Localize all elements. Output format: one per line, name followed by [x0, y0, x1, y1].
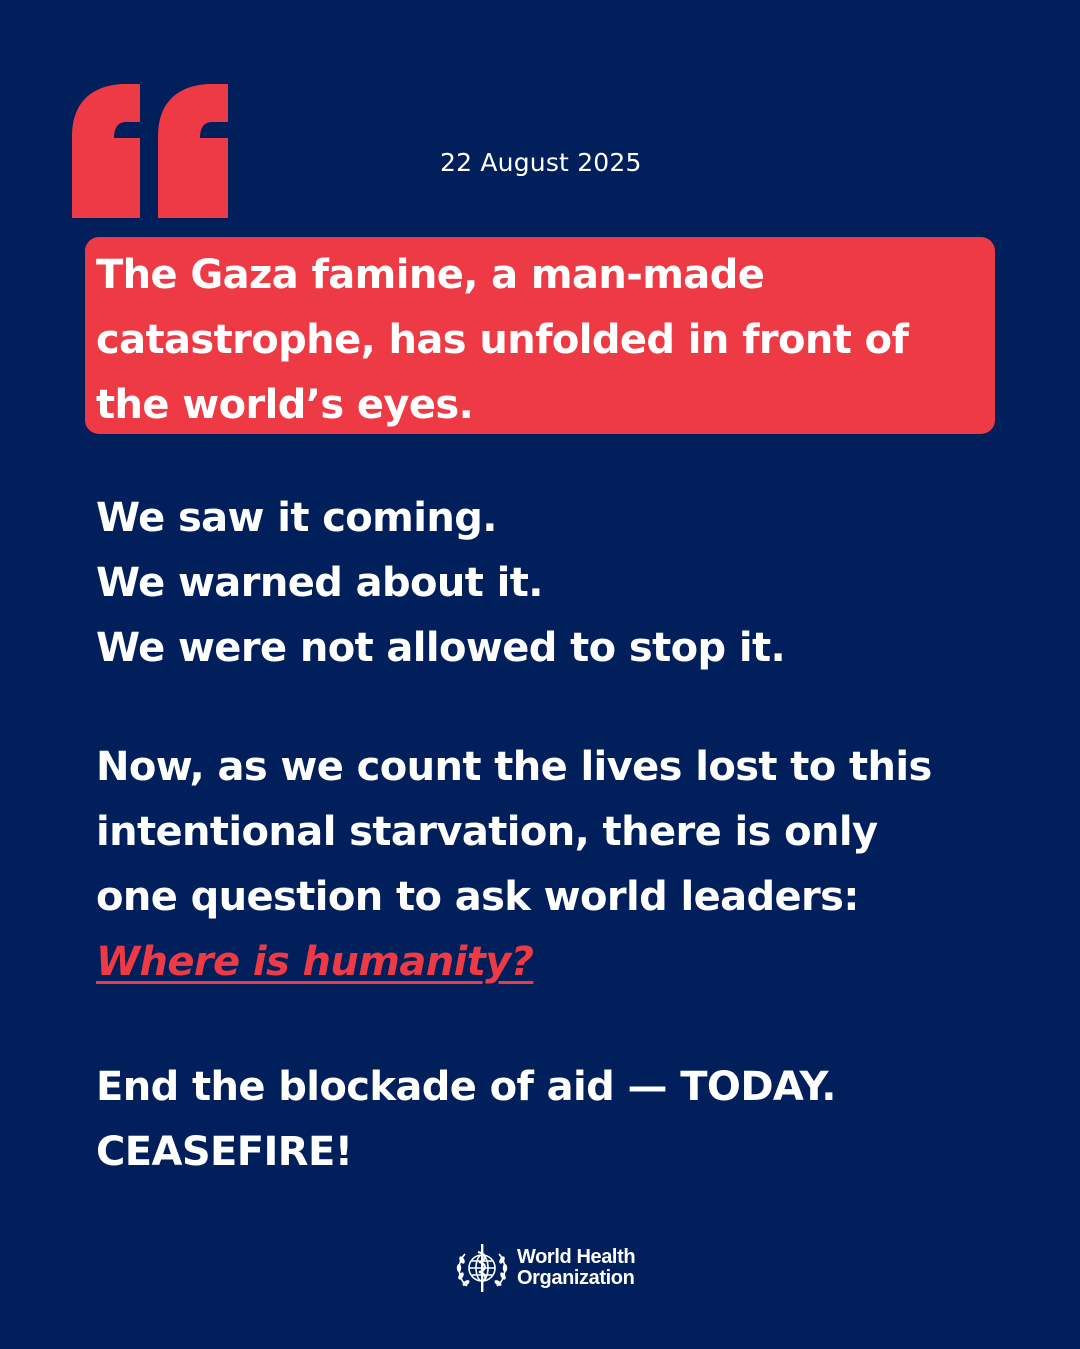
statement-line: We warned about it.: [96, 560, 543, 606]
headline-text: The Gaza famine, a man-made catastrophe, has unfolded in front of the world’s eyes.: [96, 252, 909, 428]
who-logo-text: [517, 1247, 635, 1289]
statement-line: We saw it coming.: [96, 495, 497, 541]
call-to-action-line: End the blockade of aid — TODAY.: [96, 1064, 836, 1110]
date-label: 22 August 2025: [440, 148, 642, 177]
question-line: Now, as we count the lives lost to this: [96, 744, 932, 790]
call-to-action: [96, 1055, 1026, 1185]
question-line: intentional starvation, there is only: [96, 809, 878, 855]
question-line: one question to ask world leaders:: [96, 874, 859, 920]
who-logo-line-2: Organization: [517, 1267, 635, 1289]
quotation-mark-icon: [72, 84, 230, 218]
call-to-action-line: CEASEFIRE!: [96, 1129, 353, 1175]
who-logo-line-1: World Health: [517, 1246, 636, 1268]
who-emblem-icon: [451, 1240, 513, 1296]
highlight-question: Where is humanity?: [96, 939, 534, 985]
who-logo: [451, 1240, 635, 1296]
headline-box: [85, 237, 995, 434]
question-paragraph: [96, 735, 1026, 995]
statement-line: We were not allowed to stop it.: [96, 625, 786, 671]
statement-paragraph: [96, 486, 1026, 681]
